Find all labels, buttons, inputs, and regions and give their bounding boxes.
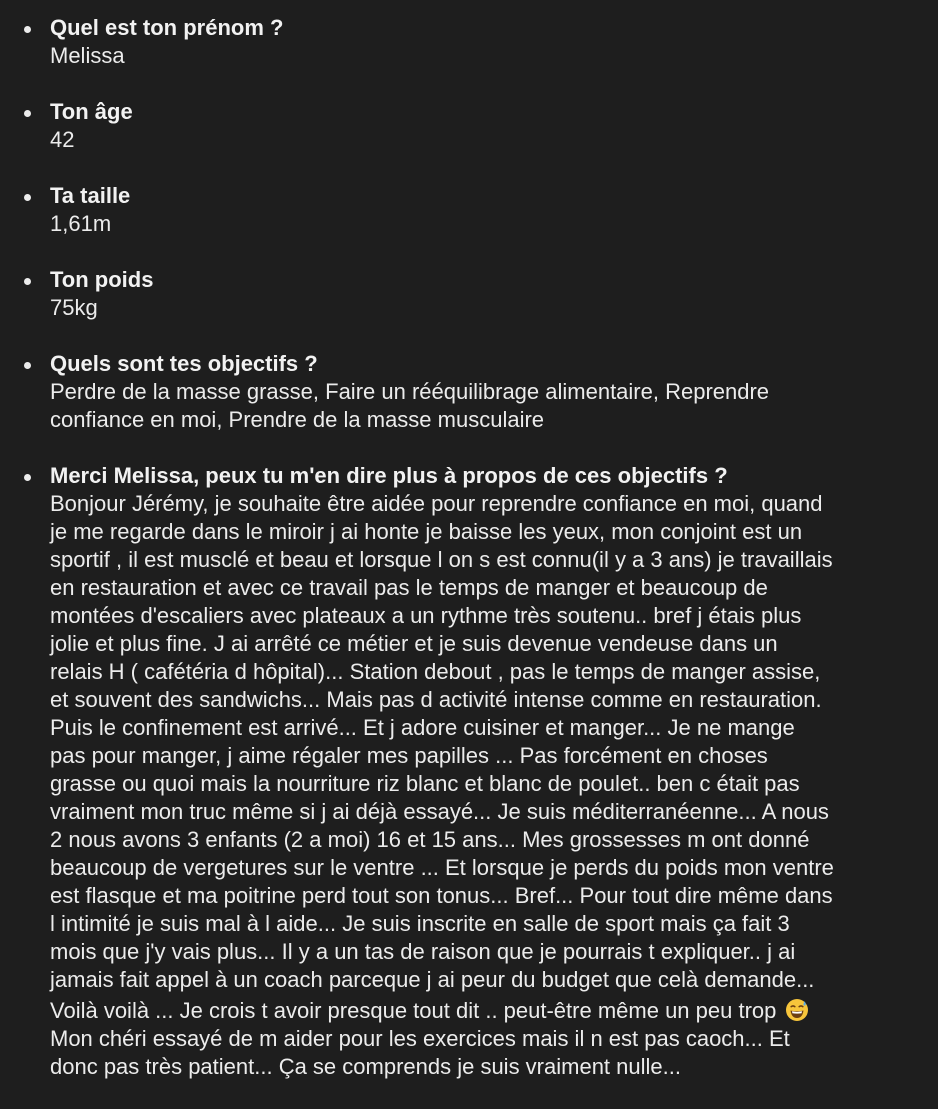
answer-text: 75kg	[50, 295, 98, 320]
list-item-goals-details	[50, 462, 938, 1109]
list-item-weight	[50, 266, 938, 322]
list-item-goals	[50, 350, 938, 434]
answer-text: Melissa	[50, 43, 125, 68]
bullet-icon	[24, 362, 31, 369]
bullet-icon	[24, 194, 31, 201]
question-label: Quel est ton prénom ?	[50, 15, 284, 40]
question-label: Ton poids	[50, 267, 154, 292]
bullet-icon	[24, 26, 31, 33]
answer-text: 1,61m	[50, 211, 112, 236]
list-item-first-name	[50, 14, 938, 70]
grinning-sweat-emoji-icon	[785, 998, 809, 1022]
question-label: Merci Melissa, peux tu m'en dire plus à propos de ces objectifs ?	[50, 463, 728, 488]
list-item-height	[50, 182, 938, 238]
question-label: Ta taille	[50, 183, 131, 208]
bullet-icon	[24, 278, 31, 285]
bullet-icon	[24, 110, 31, 117]
answer-extra-text-2: Mon chéri essayé de m aider pour les exercices mais il n est pas caoch... Et donc pas très patient... Ça se comprends je suis vraiment nulle...	[50, 1026, 790, 1079]
answer-text: Bonjour Jérémy, je souhaite être aidée pour reprendre confiance en moi, quand je me regarde dans le miroir j ai honte je baisse les yeux, mon conjoint est un sportif , il est musclé et beau et lorsque l on s est connu(il y a 3 ans) je travaillais en restauration et avec ce travail pas le temps de manger et beaucoup de montées d'escaliers avec plateaux a un rythme très soutenu.. bref j étais plus jolie et plus fine. J ai arrêté ce métier et je suis devenue vendeuse dans un relais H ( cafétéria d hôpital)... Station debout , pas le temps de manger assise, et souvent des sandwichs... Mais pas d activité intense comme en restauration. Puis le confinement est arrivé... Et j adore cuisiner et manger... Je ne mange pas pour manger, j aime régaler mes papilles ... Pas forcément en choses grasse ou quoi mais la nourriture riz blanc et blanc de poulet.. ben c était pas vraiment mon truc même si j ai déjà essayé... Je suis méditerranéenne... A nous 2 nous avons 3 enfants (2 a moi) 16 et 15 ans... Mes grossesses m ont donné beaucoup de vergetures sur le ventre ... Et lorsque je perds du poids mon ventre est flasque et ma poitrine perd tout son tonus... Bref... Pour tout dire même dans l intimité je suis mal à l aide... Je suis inscrite en salle de sport mais ça fait 3 mois que j'y vais plus... Il y a un tas de raison que je pourrais t expliquer.. j ai jamais fait appel à un coach parceque j ai peur du budget que celà demande...	[50, 491, 834, 992]
answer-text-continued	[50, 997, 920, 1109]
question-label: Ton âge	[50, 99, 133, 124]
bullet-icon	[24, 474, 31, 481]
answer-text: Perdre de la masse grasse, Faire un rééquilibrage alimentaire, Reprendre confiance en moi, Prendre de la masse musculaire	[50, 379, 770, 432]
list-item-age	[50, 98, 938, 154]
question-label: Quels sont tes objectifs ?	[50, 351, 318, 376]
answer-text: 42	[50, 127, 75, 152]
answer-extra-text: Voilà voilà ... Je crois t avoir presque tout dit .. peut-être même un peu trop	[50, 998, 777, 1023]
